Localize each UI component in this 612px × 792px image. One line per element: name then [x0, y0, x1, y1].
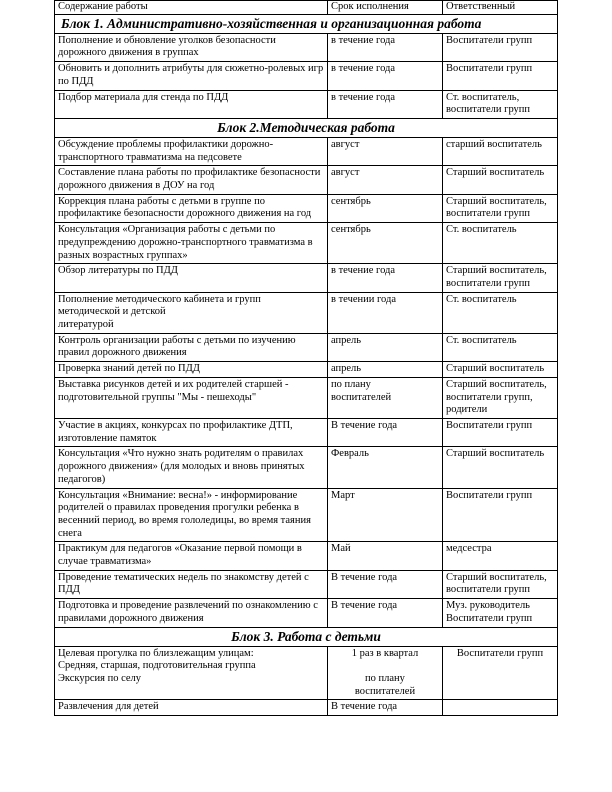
cell-content: Консультация «Внимание: весна!» - информирование родителей о правилах проведения прогулки ребенка в весенний период, во время гололедицы, во время таяния снега	[55, 488, 328, 542]
cell-responsible: Старший воспитатель, воспитатели групп, родители	[443, 377, 558, 418]
cell-responsible: Воспитатели групп	[443, 33, 558, 61]
cell-responsible: медсестра	[443, 542, 558, 570]
cell-responsible: Старший воспитатель	[443, 447, 558, 488]
table-row	[55, 542, 558, 570]
cell-deadline: август	[328, 137, 443, 165]
cell-content: Консультация «Организация работы с детьми по предупреждению дорожно-транспортного травматизма в разных возрастных группах»	[55, 223, 328, 264]
plan-table	[54, 0, 558, 716]
cell-responsible: Воспитатели групп	[443, 62, 558, 90]
table-row	[55, 90, 558, 118]
table-row	[55, 333, 558, 361]
cell-content: Практикум для педагогов «Оказание первой помощи в случае травматизма»	[55, 542, 328, 570]
cell-deadline: В течение года	[328, 700, 443, 716]
cell-deadline: апрель	[328, 333, 443, 361]
cell-responsible: Старший воспитатель, воспитатели групп	[443, 194, 558, 222]
table-row	[55, 570, 558, 598]
cell-content: Составление плана работы по профилактике безопасности дорожного движения в ДОУ на год	[55, 166, 328, 194]
table-row	[55, 377, 558, 418]
cell-responsible: Воспитатели групп	[443, 488, 558, 542]
table-row	[55, 418, 558, 446]
cell-responsible: Воспитатели групп	[443, 418, 558, 446]
cell-responsible: Ст. воспитатель	[443, 223, 558, 264]
table-row	[55, 447, 558, 488]
cell-content: Развлечения для детей	[55, 700, 328, 716]
cell-content: Пополнение методического кабинета и групп методической и детской литературой	[55, 292, 328, 333]
table-row	[55, 223, 558, 264]
cell-deadline: по плану воспитателей	[328, 377, 443, 418]
cell-deadline: В течение года	[328, 570, 443, 598]
table-row	[55, 33, 558, 61]
cell-responsible: Старший воспитатель	[443, 362, 558, 378]
table-row	[55, 194, 558, 222]
cell-content: Подготовка и проведение развлечений по ознакомлению с правилами дорожного движения	[55, 599, 328, 627]
cell-deadline: Май	[328, 542, 443, 570]
cell-content: Коррекция плана работы с детьми в группе по профилактике безопасности дорожного движения на год	[55, 194, 328, 222]
cell-content: Обновить и дополнить атрибуты для сюжетно-ролевых игр по ПДД	[55, 62, 328, 90]
table-row	[55, 599, 558, 627]
block1-section-row	[55, 14, 558, 33]
cell-content: Выставка рисунков детей и их родителей старшей - подготовительной группы "Мы - пешеходы"	[55, 377, 328, 418]
table-row	[55, 137, 558, 165]
cell-deadline: август	[328, 166, 443, 194]
table-row	[55, 488, 558, 542]
cell-responsible	[443, 700, 558, 716]
cell-content: Обсуждение проблемы профилактики дорожно-транспортного травматизма на педсовете	[55, 137, 328, 165]
table-row	[55, 646, 558, 700]
cell-deadline: в течение года	[328, 62, 443, 90]
cell-deadline: В течение года	[328, 418, 443, 446]
cell-responsible: Старший воспитатель, воспитатели групп	[443, 264, 558, 292]
cell-deadline: В течение года	[328, 599, 443, 627]
table-row	[55, 264, 558, 292]
document-page	[54, 0, 557, 716]
cell-deadline: Март	[328, 488, 443, 542]
cell-responsible: Ст. воспитатель, воспитатели групп	[443, 90, 558, 118]
cell-content: Обзор литературы по ПДД	[55, 264, 328, 292]
cell-deadline: в течение года	[328, 33, 443, 61]
table-row	[55, 362, 558, 378]
cell-responsible: Воспитатели групп	[443, 646, 558, 700]
cell-content: Проведение тематических недель по знакомству детей с ПДД	[55, 570, 328, 598]
cell-responsible: Муз. руководитель Воспитатели групп	[443, 599, 558, 627]
cell-deadline: в течение года	[328, 264, 443, 292]
block3-section-row	[55, 627, 558, 646]
block2-section-row	[55, 118, 558, 137]
cell-content: Подбор материала для стенда по ПДД	[55, 90, 328, 118]
block3-title: Блок 3. Работа с детьми	[55, 627, 558, 646]
cell-responsible: Ст. воспитатель	[443, 292, 558, 333]
table-row	[55, 292, 558, 333]
table-row	[55, 166, 558, 194]
table-row	[55, 62, 558, 90]
cell-deadline: Февраль	[328, 447, 443, 488]
block2-title: Блок 2.Методическая работа	[55, 118, 558, 137]
cell-content: Пополнение и обновление уголков безопасности дорожного движения в группах	[55, 33, 328, 61]
cell-deadline: апрель	[328, 362, 443, 378]
cell-deadline: сентябрь	[328, 223, 443, 264]
cell-deadline: в течение года	[328, 90, 443, 118]
header-deadline: Срок исполнения	[328, 1, 443, 15]
cell-responsible: Ст. воспитатель	[443, 333, 558, 361]
cell-content: Проверка знаний детей по ПДД	[55, 362, 328, 378]
cell-deadline: 1 раз в квартал по плану воспитателей	[328, 646, 443, 700]
cell-responsible: старший воспитатель	[443, 137, 558, 165]
cell-content: Целевая прогулка по близлежащим улицам: Средняя, старшая, подготовительная группа Экскурсия по селу	[55, 646, 328, 700]
cell-deadline: сентябрь	[328, 194, 443, 222]
cell-content: Участие в акциях, конкурсах по профилактике ДТП, изготовление памяток	[55, 418, 328, 446]
cell-content: Контроль организации работы с детьми по изучению правил дорожного движения	[55, 333, 328, 361]
cell-responsible: Старший воспитатель, воспитатели групп	[443, 570, 558, 598]
header-content: Содержание работы	[55, 1, 328, 15]
cell-content: Консультация «Что нужно знать родителям о правилах дорожного движения» (для молодых и вновь принятых педагогов)	[55, 447, 328, 488]
header-responsible: Ответственный	[443, 1, 558, 15]
block1-title: Блок 1. Административно-хозяйственная и организационная работа	[55, 14, 558, 33]
table-row	[55, 700, 558, 716]
cell-deadline: в течении года	[328, 292, 443, 333]
cell-responsible: Старший воспитатель	[443, 166, 558, 194]
table-header-row	[55, 1, 558, 15]
